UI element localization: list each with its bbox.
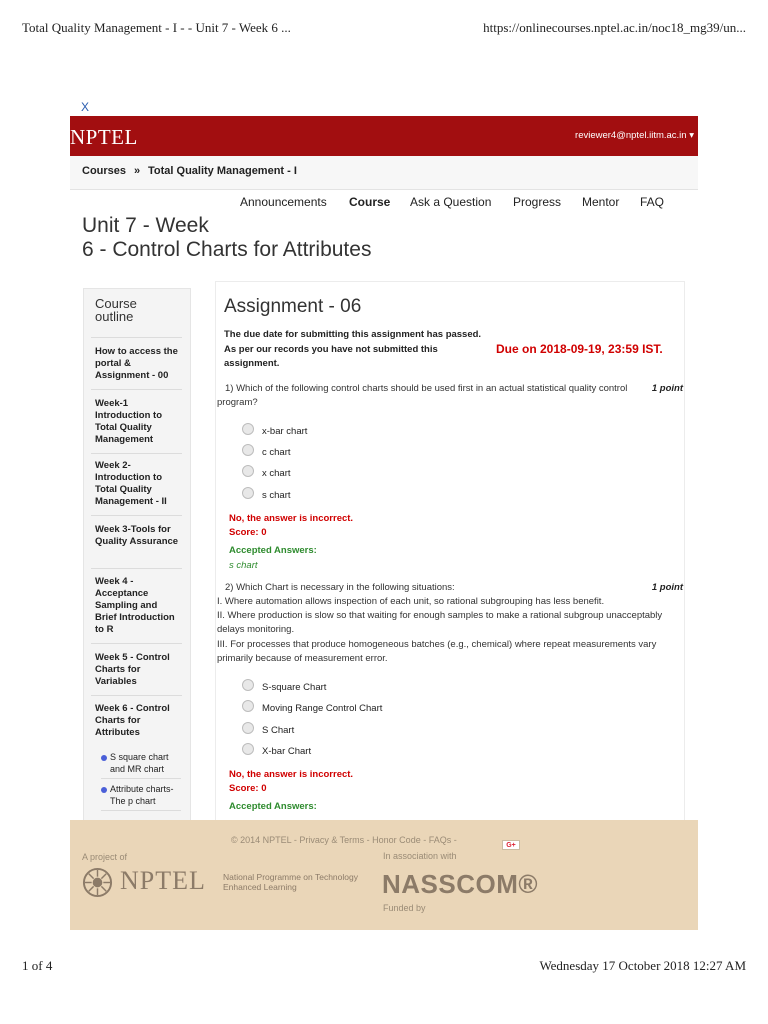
radio-button[interactable] <box>242 679 254 691</box>
radio-button[interactable] <box>242 487 254 499</box>
page-title <box>82 214 371 262</box>
question-2-line: III. For processes that produce homogeneous batches (e.g., chemical) where repeat measurements vary primarily because of measurement error. <box>217 639 657 664</box>
sidebar-item-week-3[interactable]: Week 3-Tools for Quality Assurance <box>95 524 179 547</box>
question-2-score: Score: 0 <box>229 783 267 794</box>
sidebar-item-assignment-00[interactable]: How to access the portal & Assignment - 00 <box>95 346 178 381</box>
tab-announcements[interactable]: Announcements <box>240 195 327 209</box>
option-label: c chart <box>262 447 291 458</box>
divider <box>91 389 182 390</box>
divider <box>91 568 182 569</box>
breadcrumb-course[interactable]: Total Quality Management - I <box>148 165 297 177</box>
sidebar-item-week-5[interactable]: Week 5 - Control Charts for Variables <box>95 652 170 687</box>
google-plus-icon[interactable]: G+ <box>502 840 520 850</box>
option-label: x chart <box>262 468 291 479</box>
question-2-line: I. Where automation allows inspection of each unit, so rational subgrouping has less benefit. <box>217 596 605 607</box>
divider <box>91 453 182 454</box>
radio-button[interactable] <box>242 700 254 712</box>
close-link[interactable]: X <box>81 100 90 114</box>
radio-button[interactable] <box>242 444 254 456</box>
divider <box>101 778 181 779</box>
sidebar-title: Course outline <box>95 296 137 324</box>
radio-button[interactable] <box>242 465 254 477</box>
divider <box>91 695 182 696</box>
question-1-accepted-answer: s chart <box>229 560 258 571</box>
sidebar-item-week-2[interactable]: Week 2-Introduction to Total Quality Management - II <box>95 460 167 507</box>
association-label: In association with <box>383 851 457 861</box>
question-2-accepted-label: Accepted Answers: <box>229 801 317 812</box>
divider <box>91 515 182 516</box>
question-1-text: 1) Which of the following control charts should be used first in an actual statistical quality control program? <box>217 383 628 408</box>
question-1-points: 1 point <box>651 383 683 394</box>
sidebar-subitem-p-chart[interactable]: Attribute charts-The p chart <box>110 784 174 806</box>
nptel-tagline: National Programme on Technology Enhanced Learning <box>223 872 358 892</box>
tab-progress[interactable]: Progress <box>513 195 562 209</box>
radio-button[interactable] <box>242 722 254 734</box>
site-footer <box>70 820 698 930</box>
tab-course[interactable]: Course <box>349 195 391 209</box>
divider <box>91 337 182 338</box>
breadcrumb-separator: » <box>134 165 141 177</box>
due-passed-note: The due date for submitting this assignment has passed. <box>224 329 482 340</box>
tab-faq[interactable]: FAQ <box>640 195 665 209</box>
sidebar-item-week-4[interactable]: Week 4 - Acceptance Sampling and Brief Introduction to R <box>95 576 175 635</box>
breadcrumb <box>70 156 698 190</box>
divider <box>91 643 182 644</box>
sidebar-subitem-s-square-chart[interactable]: S square chart and MR chart <box>110 752 169 774</box>
question-2-result: No, the answer is incorrect. <box>229 769 354 780</box>
sidebar-item-week-1[interactable]: Week-1 Introduction to Total Quality Management <box>95 398 163 445</box>
print-header <box>22 20 746 38</box>
assignment-title: Assignment - 06 <box>224 296 362 317</box>
bullet-icon <box>101 755 107 761</box>
assignment-panel <box>215 281 685 823</box>
nasscom-logo: NASSCOM® <box>382 869 539 899</box>
question-1-score: Score: 0 <box>229 527 267 538</box>
question-2-line: II. Where production is slow so that waiting for enough samples to make a rational subgroup unacceptably delays monitoring. <box>217 610 663 635</box>
not-submitted-note: As per our records you have not submitted this assignment. <box>224 344 438 369</box>
print-page-title: Total Quality Management - I - - Unit 7 - Week 6 ... <box>22 20 291 35</box>
question-2-points: 1 point <box>651 582 683 593</box>
nptel-logo[interactable]: NPTEL <box>70 125 138 149</box>
page-title-line1: Unit 7 - Week <box>82 214 209 237</box>
divider <box>101 810 181 811</box>
project-of-label: A project of <box>82 852 128 862</box>
question-2-text: 2) Which Chart is necessary in the following situations: <box>225 582 455 593</box>
due-date: Due on 2018-09-19, 23:59 IST. <box>496 342 663 356</box>
radio-button[interactable] <box>242 743 254 755</box>
option-label: S-square Chart <box>262 682 327 693</box>
radio-button[interactable] <box>242 423 254 435</box>
footer-links[interactable]: © 2014 NPTEL - Privacy & Terms - Honor Code - FAQs - <box>231 835 457 845</box>
option-label: s chart <box>262 490 291 501</box>
bullet-icon <box>101 787 107 793</box>
funded-by-label: Funded by <box>383 903 426 913</box>
option-label: S Chart <box>262 725 295 736</box>
option-label: x-bar chart <box>262 426 308 437</box>
question-1-result: No, the answer is incorrect. <box>229 513 354 524</box>
question-1-accepted-label: Accepted Answers: <box>229 545 317 556</box>
tab-mentor[interactable]: Mentor <box>582 195 620 209</box>
sidebar-item-week-6[interactable]: Week 6 - Control Charts for Attributes <box>95 703 170 738</box>
page-title-line2: 6 - Control Charts for Attributes <box>82 238 372 261</box>
site-header <box>70 116 698 156</box>
nptel-footer-logo: NPTEL <box>120 866 206 895</box>
option-label: X-bar Chart <box>262 746 312 757</box>
nptel-emblem-icon <box>82 867 113 898</box>
user-menu[interactable]: reviewer4@nptel.iitm.ac.in ▾ <box>575 130 694 141</box>
tab-ask-question[interactable]: Ask a Question <box>410 195 492 209</box>
print-page-number: 1 of 4 <box>22 958 53 973</box>
print-page-url: https://onlinecourses.nptel.ac.in/noc18_mg39/un... <box>483 20 746 35</box>
print-footer <box>22 958 746 976</box>
breadcrumb-courses[interactable]: Courses <box>82 165 127 177</box>
print-datetime: Wednesday 17 October 2018 12:27 AM <box>539 958 746 973</box>
option-label: Moving Range Control Chart <box>262 703 383 714</box>
course-outline-sidebar <box>83 288 191 823</box>
